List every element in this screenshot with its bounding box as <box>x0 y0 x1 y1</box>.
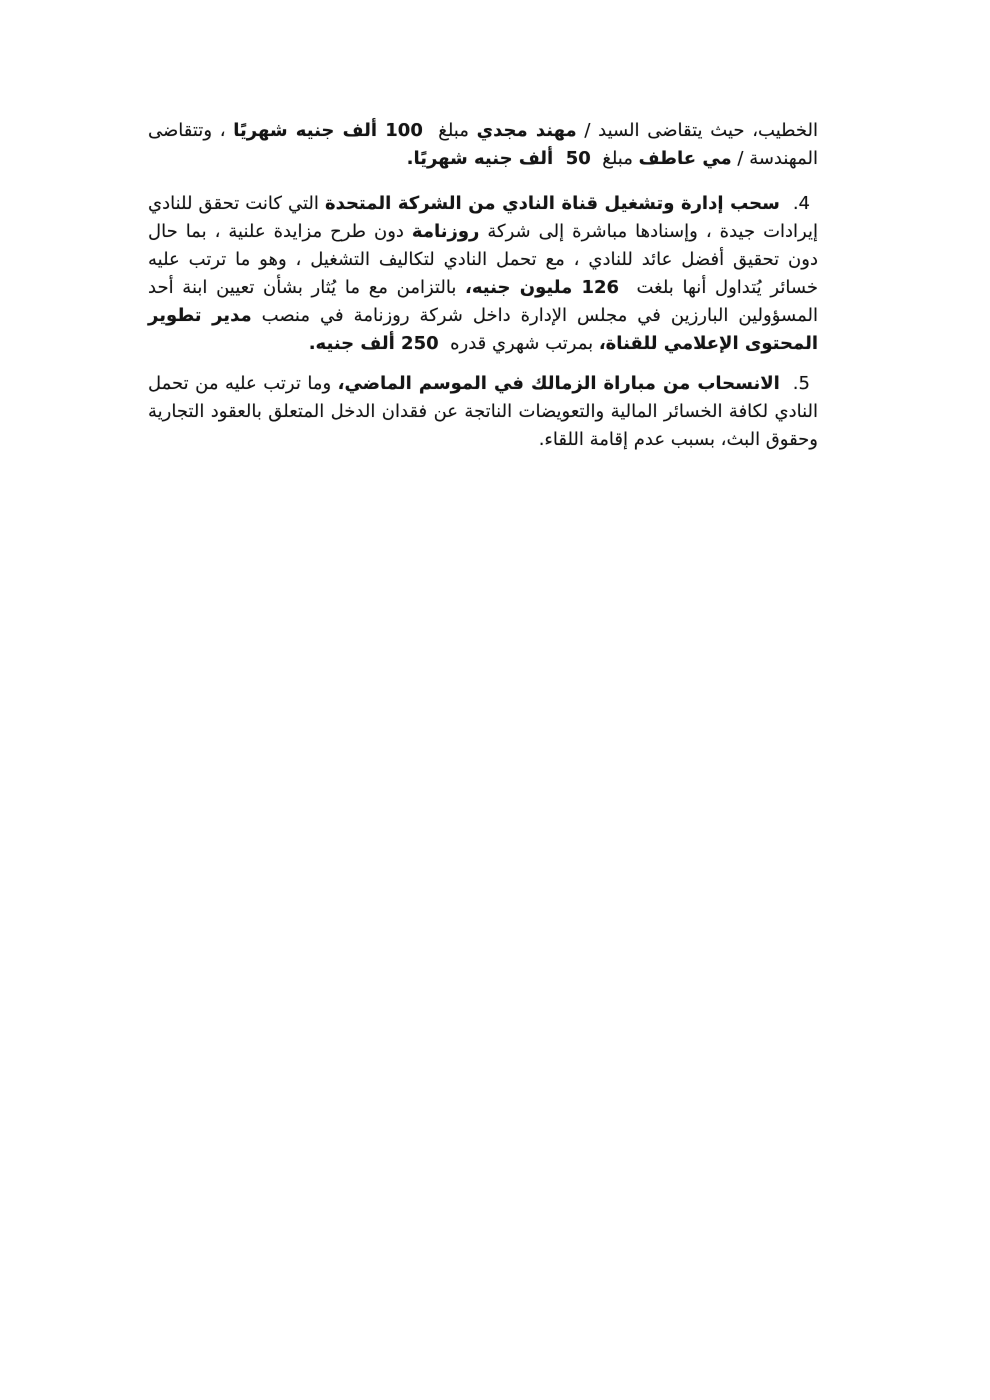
list-item-5-number: 5. <box>792 373 810 394</box>
list-item-5-text: الانسحاب من مباراة الزمالك في الموسم الماضي، وما ترتب عليه من تحمل النادي لكافة الخسائر المالية والتعويضات الناتجة عن فقدان الدخل المتعلق بالعقود التجارية وحقوق البث، بسبب عدم إقامة اللقاء. <box>148 373 818 450</box>
list-item-4-text: سحب إدارة وتشغيل قناة النادي من الشركة المتحدة التي كانت تحقق للنادي إيرادات جيدة ، وإسنادها مباشرة إلى شركة روزنامة دون طرح مزايدة علنية ، بما حال دون تحقيق أفضل عائد للنادي ، مع تحمل النادي لتكاليف التشغيل ، وهو ما ترتب عليه خسائر يُتداول أنها بلغت 126 مليون جنيه، بالتزامن مع ما يُثار بشأن تعيين ابنة أحد المسؤولين البارزين في مجلس الإدارة داخل شركة روزنامة في منصب مدير تطوير المحتوى الإعلامي للقناة، بمرتب شهري قدره 250 ألف جنيه. <box>148 193 819 354</box>
intro-paragraph: الخطيب، حيث يتقاضى السيد / مهند مجدي مبلغ 100 ألف جنيه شهريًا ، وتتقاضى المهندسة / مي عاطف مبلغ 50 ألف جنيه شهريًا. <box>148 120 819 169</box>
list-item-4 <box>148 190 818 358</box>
list-item-5 <box>148 370 818 454</box>
list-item-4-number: 4. <box>792 193 810 214</box>
